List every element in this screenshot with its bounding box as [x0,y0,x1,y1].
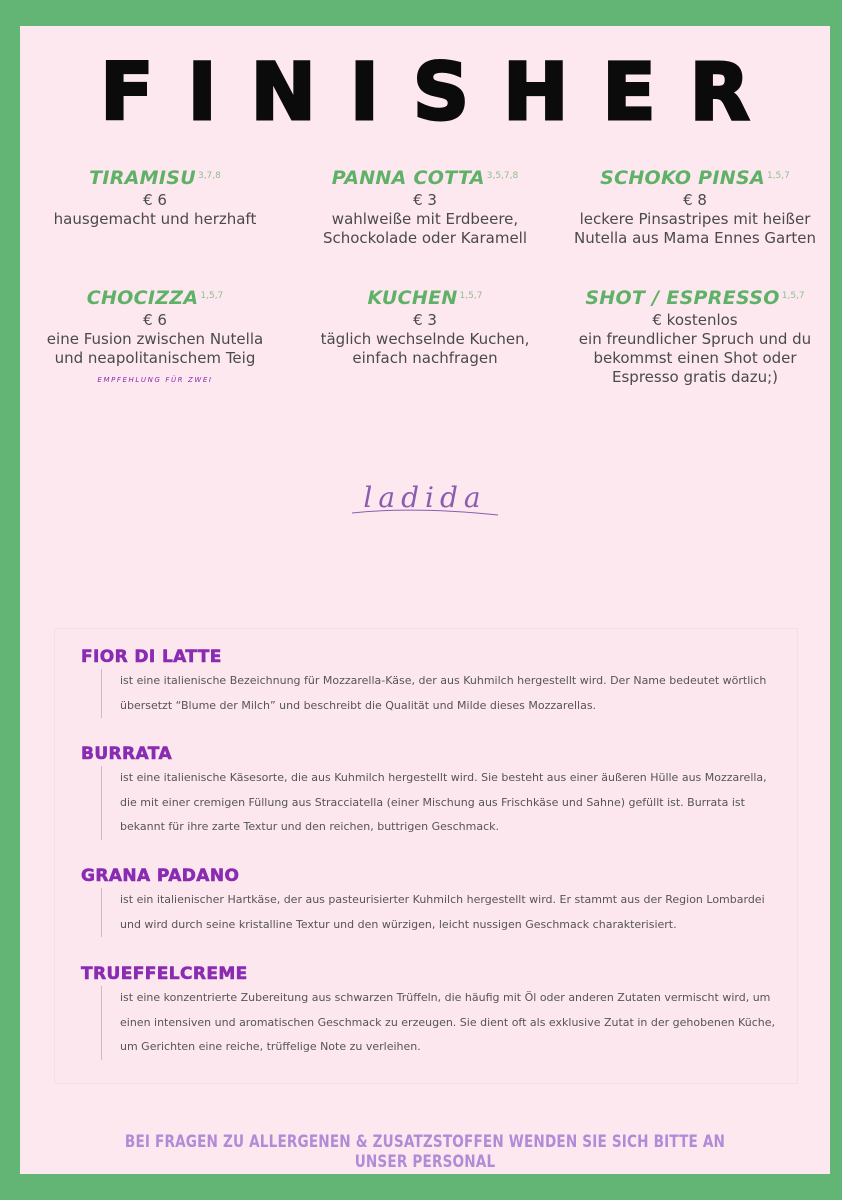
cheese-info-box [54,628,798,1084]
item-name: TIRAMISU [89,167,196,189]
description-line: und wird durch seine kristalline Textur und den würzigen, leicht nussigen Geschmack charakterisiert. [120,917,677,931]
item-description: Espresso gratis dazu;) [612,368,778,386]
description-line: die mit einer cremigen Füllung aus Stracciatella (einer Mischung aus Frischkäse und Sahne) gefüllt ist. Burrata ist [120,795,745,809]
item-description: bekommst einen Shot oder [593,349,797,367]
cheese-section [81,964,781,1060]
menu-item [20,289,290,390]
item-description: ein freundlicher Spruch und du [578,330,812,348]
cheese-description [101,669,781,718]
item-name: CHOCIZZA [86,287,199,309]
cheese-title: TRUEFFELCREME [81,964,248,984]
item-price: € 8 [683,191,707,209]
menu-item [560,169,830,248]
menu-row-2 [20,289,830,390]
allergen-codes: 3,7,8 [197,171,221,181]
script-logo [20,481,830,514]
item-description: eine Fusion zwischen Nutella [46,330,264,348]
cheese-description [101,986,781,1060]
cheese-title: BURRATA [81,744,173,764]
cheese-title: FIOR DI LATTE [81,647,222,667]
item-description: täglich wechselnde Kuchen, [320,330,530,348]
description-line: übersetzt “Blume der Milch” und beschreibt die Qualität und Milde dieses Mozzarellas. [120,698,597,712]
description-line: ist ein italienischer Hartkäse, der aus pasteurisierter Kuhmilch hergestellt wird. Er stammt aus der Region Lombardei [120,893,765,906]
menu-item [20,169,290,248]
cheese-section [81,744,781,840]
item-description: hausgemacht und herzhaft [53,210,257,228]
menu-item [290,169,560,248]
item-description: wahlweiße mit Erdbeere, [331,210,519,228]
item-price: € kostenlos [652,311,738,329]
script-logo-text: ladida [363,481,487,514]
description-line: ist eine italienische Käsesorte, die aus Kuhmilch hergestellt wird. Sie besteht aus einer äußeren Hülle aus Mozzarella, [120,771,767,784]
underline-swash-icon [350,499,500,519]
item-description: und neapolitanischem Teig [54,349,256,367]
item-price: € 3 [413,191,437,209]
allergen-codes: 1,5,7 [200,291,224,301]
item-price: € 6 [143,191,167,209]
recommendation-note: EMPFEHLUNG FÜR ZWEI [97,376,213,384]
item-name: KUCHEN [367,287,458,309]
allergen-codes: 1,5,7 [766,171,790,181]
item-description: Schockolade oder Karamell [322,229,528,247]
description-line: bekannt für ihre zarte Textur und den reichen, buttrigen Geschmack. [120,820,499,833]
page-title: FINISHER [100,48,784,138]
item-name: PANNA COTTA [331,167,485,189]
allergen-codes: 1,5,7 [781,291,805,301]
cheese-section [81,647,781,718]
menu-page [20,26,830,1174]
menu-row-1 [20,169,830,248]
description-line: um Gerichten eine reiche, trüffelige Note zu verleihen. [120,1040,421,1053]
description-line: einen intensiven und aromatischen Geschmack zu erzeugen. Sie dient oft als exklusive Zutat in der gehobenen Küche, [120,1015,775,1029]
cheese-section [81,866,781,937]
item-price: € 6 [143,311,167,329]
description-line: ist eine konzentrierte Zubereitung aus schwarzen Trüffeln, die häufig mit Öl oder anderen Zutaten vermischt wird, um [120,991,771,1004]
description-line: ist eine italienische Bezeichnung für Mozzarella-Käse, der aus Kuhmilch hergestellt wird. Der Name bedeutet wörtlich [120,674,767,687]
item-name: SCHOKO PINSA [600,167,765,189]
cheese-description [101,888,781,937]
cheese-title: GRANA PADANO [81,866,240,886]
cheese-description [101,766,781,840]
menu-item [560,289,830,390]
allergen-footer: BEI FRAGEN ZU ALLERGENEN & ZUSATZSTOFFEN WENDEN SIE SICH BITTE AN UNSER PERSONAL [124,1132,726,1172]
item-description: leckere Pinsastripes mit heißer [579,210,811,228]
allergen-codes: 1,5,7 [459,291,483,301]
item-description: Nutella aus Mama Ennes Garten [573,229,817,247]
menu-item [290,289,560,390]
item-description: einfach nachfragen [352,349,498,367]
item-price: € 3 [413,311,437,329]
item-name: SHOT / ESPRESSO [585,287,780,309]
allergen-codes: 3,5,7,8 [486,171,519,181]
